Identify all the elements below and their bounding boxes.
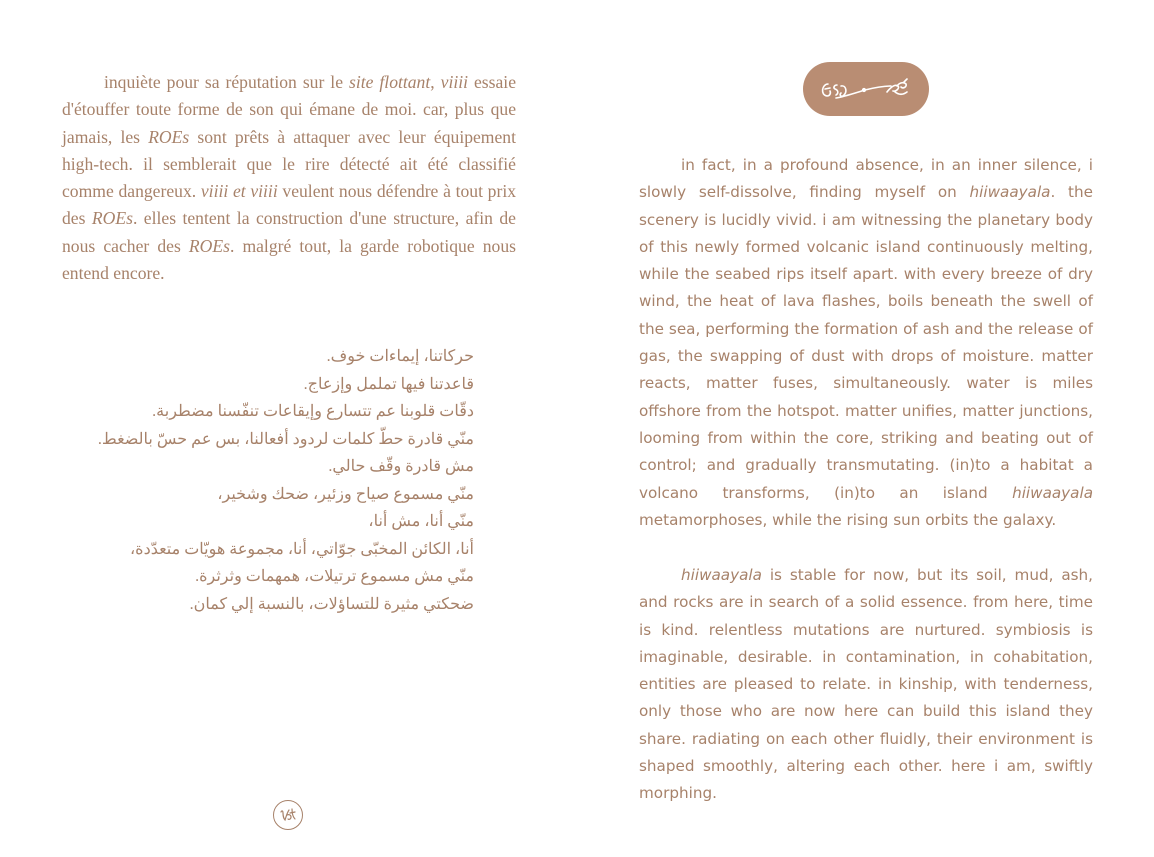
text-run: ,	[430, 72, 441, 92]
text-run: is stable for now, but its soil, mud, ash, and rocks are in search of a solid essence. from here, time is kind. relentless mutations are nurtured. symbiosis is imaginable, desirable. in contamination, in cohabitation, entities are pleased to relate. in kinship, with tenderness, only those who are now here can build this island they share. radiating on each other fluidly, their environment is shaped smoothly, altering each other. here i am, swiftly morphing.	[639, 566, 1093, 803]
arabic-line: مش قادرة وقّف حالي.	[328, 458, 474, 475]
italic-run: site flottant	[349, 72, 431, 92]
italic-run: ROEs	[91, 208, 133, 229]
arabic-poem	[97, 343, 474, 618]
italic-run: viiii et viiii	[200, 181, 278, 202]
french-paragraph	[62, 69, 516, 287]
text-run: essaie d'étouffer toute forme de son qui émane de moi. car, plus que jamais, les	[62, 72, 517, 147]
italic-run: ROEs	[188, 235, 230, 256]
arabic-line: منّي أنا، مش أنا،	[368, 513, 474, 530]
arabic-line: منّي مش مسموع ترتيلات، همهمات وثرثرة.	[195, 568, 474, 585]
header-badge	[803, 62, 929, 116]
italic-run: ROEs	[148, 126, 190, 147]
text-run: inquiète pour sa réputation sur le	[104, 72, 349, 92]
arabic-line: ضحكتي مثيرة للتساؤلات، بالنسبة إلي كمان.	[189, 595, 474, 613]
text-run: . the scenery is lucidly vivid. i am witnessing the planetary body of this newly formed volcanic island continuously melting, while the seabed rips itself apart. with every breeze of dry wind, the heat of lava flashes, boils beneath the swell of the sea, performing the formation of ash and the release of gas, the swapping of dust with drops of moisture. matter reacts, matter fuses, simultaneously. water is miles offshore from the hotspot. matter unifies, matter junctions, looming from within the core, striking and beating out of control; and gradually transmutating. (in)to a habitat a volcano transforms, (in)to an island	[639, 183, 1093, 502]
text-run: metamorphoses, while the rising sun orbits the galaxy.	[639, 510, 1057, 529]
italic-run: hiiwaayala	[969, 183, 1051, 202]
arabic-line: منّي قادرة حطّ كلمات لردود أفعالنا، بس عم حسّ بالضغط.	[97, 430, 474, 448]
arabic-line: حركاتنا، إيماءات خوف.	[326, 348, 474, 365]
arabic-line: منّي مسموع صياح وزئير، ضحك وشخير،	[217, 485, 474, 503]
italic-run: viiii	[440, 72, 469, 92]
handwritten-page-mark-icon	[274, 801, 302, 829]
text-run: veulent nous défendre à tout prix des	[62, 181, 516, 229]
glyph-script-badge-icon	[803, 62, 929, 116]
arabic-line: قاعدتنا فيها تململ وإزعاج.	[303, 375, 474, 393]
text-run: . malgré tout, la garde robotique nous entend encore.	[62, 235, 516, 284]
english-paragraph-1	[639, 152, 1093, 534]
text-run: . elles tentent la construction d'une structure, afin de nous cacher des	[62, 208, 516, 256]
italic-run: hiiwaayala	[681, 566, 762, 584]
italic-run: hiiwaayala	[1012, 483, 1093, 502]
arabic-line: دقّات قلوبنا عم تتسارع وإيقاعات تنفّسنا مضطربة.	[152, 403, 474, 420]
text-run: sont prêts à attaquer avec leur équipement high-tech. il semblerait que le rire détecté ait été classifié comme dangereux.	[62, 126, 516, 202]
arabic-line: أنا، الكائن المخبّى جوّاتي، أنا، مجموعة هويّات متعدّدة،	[130, 540, 474, 558]
page-number-mark	[273, 800, 303, 830]
english-paragraph-2	[639, 562, 1093, 808]
right-page	[577, 0, 1154, 857]
text-run: in fact, in a profound absence, in an inner silence, i slowly self-dissolve, finding myself on	[639, 156, 1093, 202]
